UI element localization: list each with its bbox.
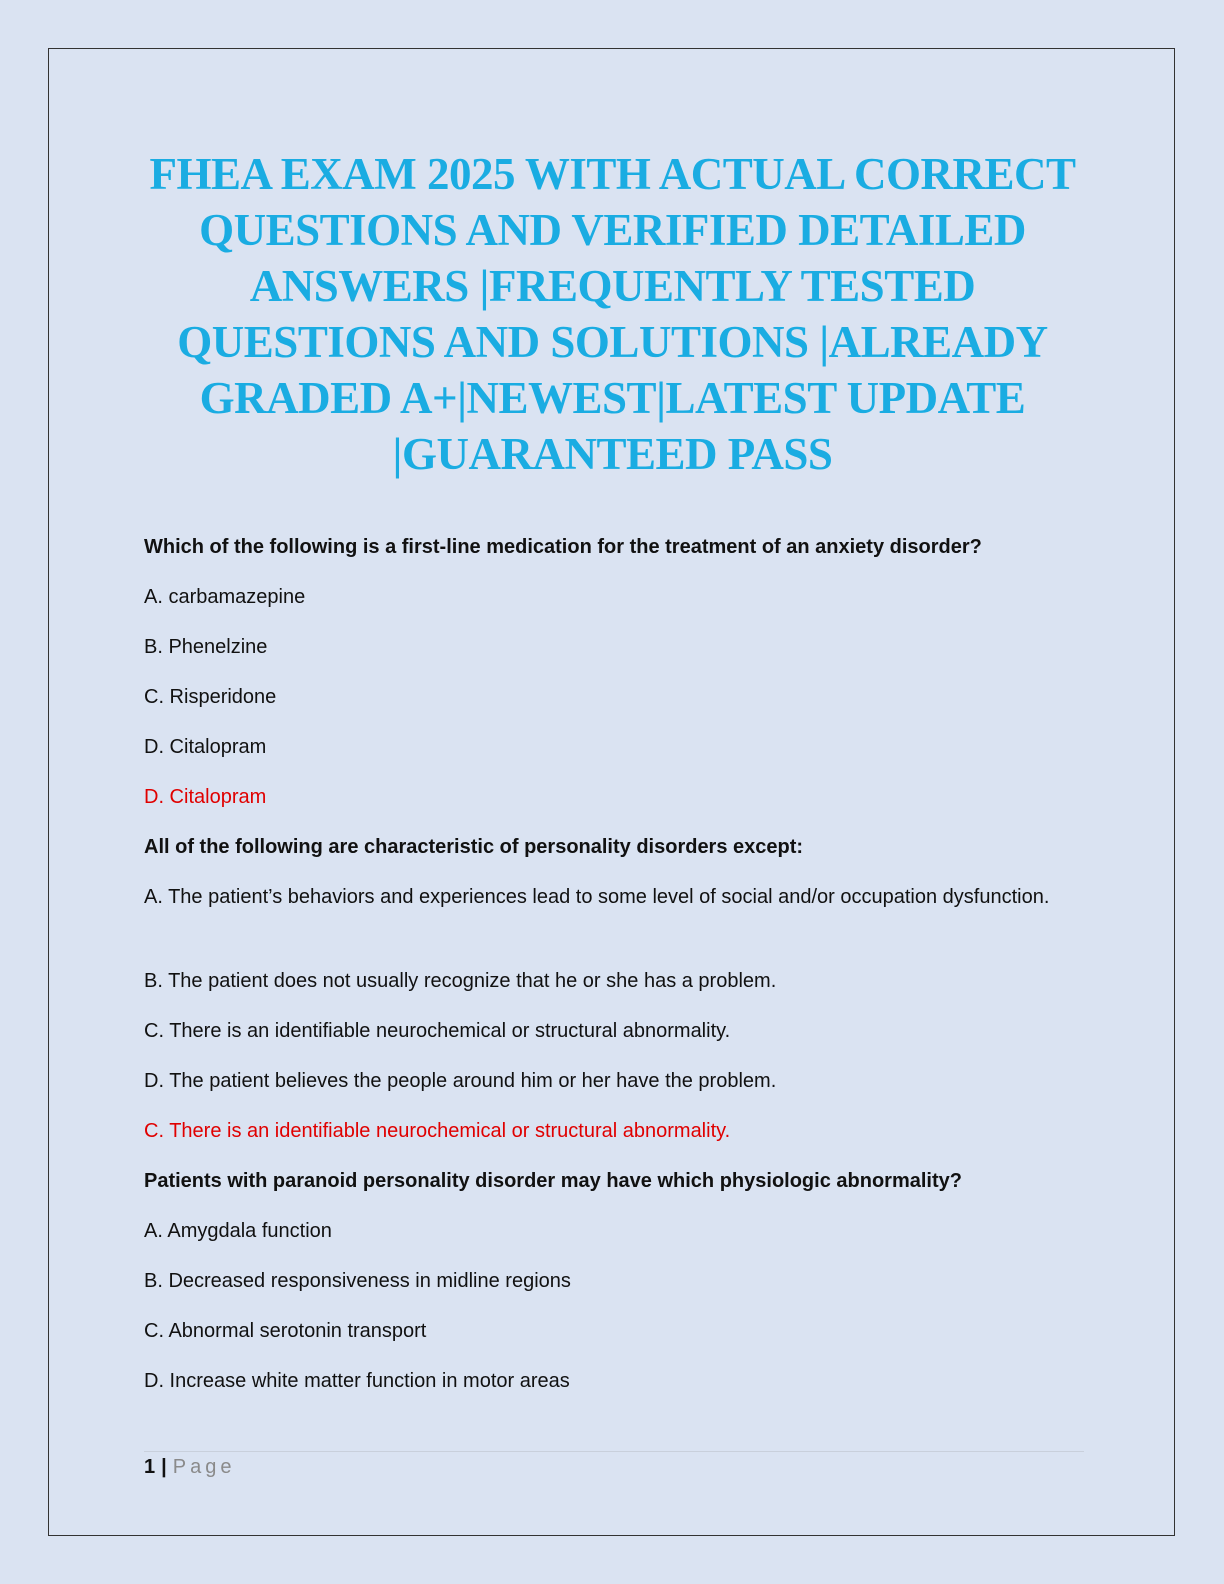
question-1-option-c: C. Risperidone [144,686,277,708]
footer-separator: | [161,1456,167,1478]
question-2-option-a: A. The patient’s behaviors and experiences lead to some level of social and/or occupation dysfunction. [144,886,1050,908]
question-3: Patients with paranoid personality disorder may have which physiologic abnormality? [144,1170,962,1192]
question-1-answer: D. Citalopram [144,786,267,808]
questions-section [144,530,1094,1414]
question-1-option-b: B. Phenelzine [144,636,268,658]
page-label: Page [172,1456,236,1478]
question-2-option-d: D. The patient believes the people around him or her have the problem. [144,1070,777,1092]
question-2: All of the following are characteristic of personality disorders except: [144,836,804,858]
question-3-option-d: D. Increase white matter function in motor areas [144,1370,570,1392]
question-2-option-c: C. There is an identifiable neurochemical or structural abnormality. [144,1020,731,1042]
question-2-answer: C. There is an identifiable neurochemical or structural abnormality. [144,1120,731,1142]
question-3-option-b: B. Decreased responsiveness in midline regions [144,1270,571,1292]
question-3-option-a: A. Amygdala function [144,1220,332,1242]
question-1-option-d: D. Citalopram [144,736,267,758]
document-title: FHEA EXAM 2025 WITH ACTUAL CORRECT QUESTIONS AND VERIFIED DETAILED ANSWERS |FREQUENTLY TESTED QUESTIONS AND SOLUTIONS |ALREADY GRADED A+|NEWEST|LATEST UPDATE |GUARANTEED PASS [149,149,1076,479]
question-1: Which of the following is a first-line medication for the treatment of an anxiety disorder? [144,536,982,558]
question-3-option-c: C. Abnormal serotonin transport [144,1320,427,1342]
question-2-option-b: B. The patient does not usually recognize that he or she has a problem. [144,970,777,992]
page-footer [144,1454,235,1480]
page-number: 1 [144,1456,156,1478]
question-1-option-a: A. carbamazepine [144,586,306,608]
footer-divider [144,1451,1084,1452]
